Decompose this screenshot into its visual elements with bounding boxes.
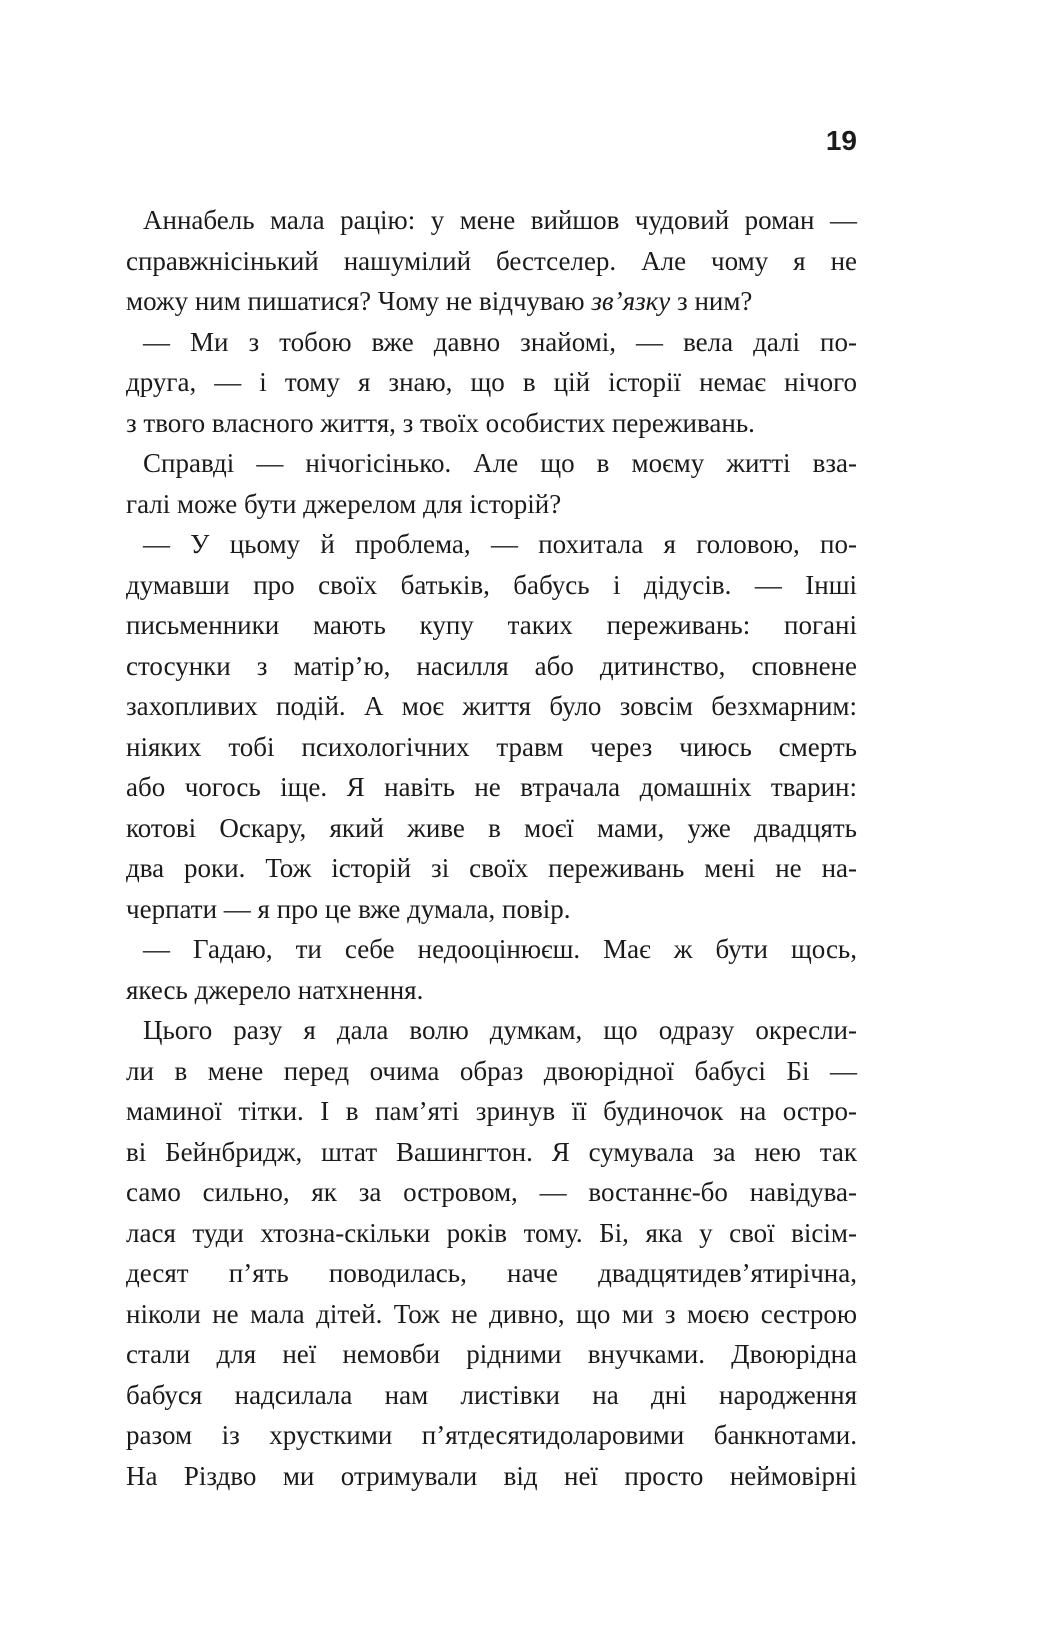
text-line: На Різдво ми отримували від неї просто неймовірні — [126, 1460, 857, 1491]
paragraph — [126, 1010, 857, 1496]
text-line: думавши про своїх батьків, бабусь і дідусів. — Інші — [126, 569, 857, 600]
text-line: справжнісінький нашумілий бестселер. Але чому я не — [126, 245, 857, 276]
text-line: маминої тітки. І в пам’яті зринув її будиночок на остро- — [126, 1096, 857, 1126]
text-line: Аннабель мала рацію: у мене вийшов чудовий роман — — [143, 205, 857, 235]
page-number: 19 — [825, 125, 857, 156]
text-line: якесь джерело натхнення. — [126, 974, 424, 1005]
text-line: само сильно, як за островом, — востаннє-бо навідува- — [126, 1177, 857, 1207]
text-line: стосунки з матір’ю, насилля або дитинство, сповнене — [126, 650, 857, 681]
text-line: з твого власного життя, з твоїх особистих переживань. — [126, 407, 755, 438]
text-line: друга, — і тому я знаю, що в цій історії немає нічого — [126, 367, 857, 397]
text-line: десят п’ять поводилась, наче двадцятидев’ятирічна, — [126, 1258, 857, 1288]
text-line: можу ним пишатися? Чому не відчуваю зв’язку з ним? — [126, 286, 753, 316]
text-line: — Гадаю, ти себе недооцінюєш. Має ж бути щось, — [143, 934, 857, 964]
text-line: — У цьому й проблема, — похитала я головою, по- — [143, 529, 857, 559]
text-line: ніколи не мала дітей. Тож не дивно, що ми з моєю сестрою — [126, 1298, 857, 1329]
paragraph — [126, 200, 857, 322]
text-line: ніяких тобі психологічних травм через чиюсь смерть — [126, 731, 857, 762]
page-text — [126, 200, 857, 1496]
text-line: захопливих подій. А моє життя було зовсім безхмарним: — [126, 691, 857, 721]
paragraph — [126, 929, 857, 1010]
text-line: ли в мене перед очима образ двоюрідної бабусі Бі — — [126, 1055, 857, 1086]
text-line: разом із хрусткими п’ятдесятидоларовими банкнотами. — [126, 1420, 857, 1450]
text-line: лася туди хтозна-скільки років тому. Бі, яка у свої вісім- — [126, 1217, 857, 1248]
text-line: черпати — я про це вже думала, повір. — [126, 893, 571, 924]
text-line: або чогось іще. Я навіть не втрачала домашніх тварин: — [126, 772, 857, 802]
text-line: письменники мають купу таких переживань: погані — [126, 610, 857, 640]
text-line: ві Бейнбридж, штат Вашингтон. Я сумувала за нею так — [126, 1136, 857, 1167]
text-line: Цього разу я дала волю думкам, що одразу окресли- — [143, 1015, 857, 1045]
text-line: галі може бути джерелом для історій? — [126, 488, 562, 519]
text-line: бабуся надсилала нам листівки на дні народження — [126, 1379, 857, 1410]
text-line: стали для неї немовби рідними внучками. Двоюрідна — [126, 1339, 857, 1369]
italic-word: зв’язку — [591, 286, 671, 316]
paragraph — [126, 443, 857, 524]
paragraph — [126, 322, 857, 444]
text-line: два роки. Тож історій зі своїх переживань мені не на- — [126, 853, 857, 883]
text-line: Справді — нічогісінько. Але що в моєму житті вза- — [143, 448, 857, 478]
text-line: котові Оскару, який живе в моєї мами, уже двадцять — [126, 812, 857, 843]
text-line: — Ми з тобою вже давно знайомі, — вела далі по- — [143, 326, 857, 357]
paragraph — [126, 524, 857, 929]
